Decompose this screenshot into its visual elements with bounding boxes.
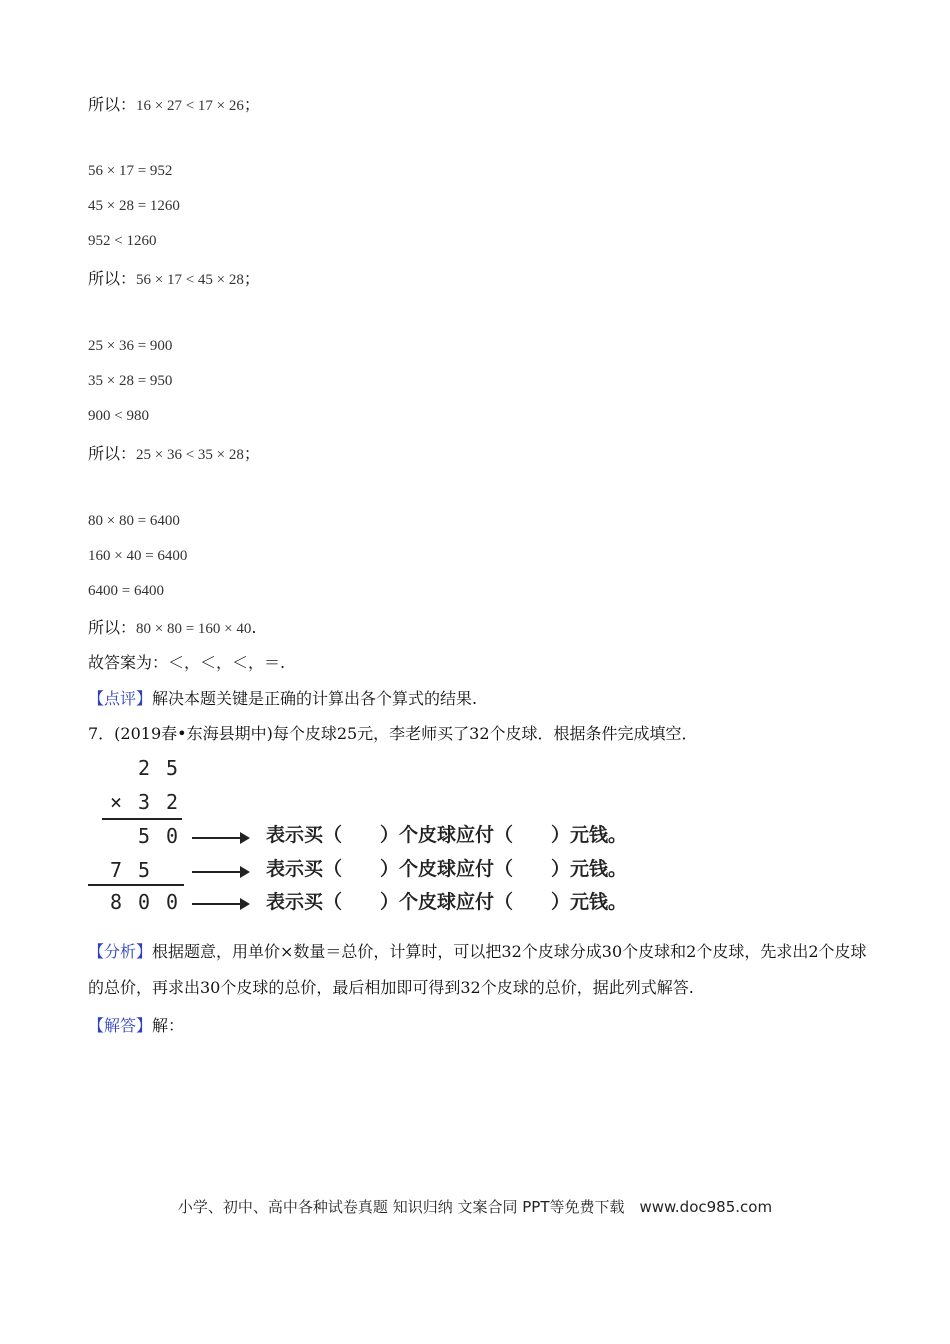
solution-tag: 【解答】 [88, 1016, 153, 1035]
digit: 5 [166, 756, 179, 780]
calc-line: 6400 = 6400 [88, 583, 164, 599]
conclusion-line-1 [88, 94, 260, 117]
calc-line: 80 × 80 = 6400 [88, 513, 180, 529]
blank-statement: 表示买（ ）个皮球应付（ ）元钱。 [266, 824, 628, 846]
calc-line: 25 × 36 = 900 [88, 338, 173, 354]
comment-tag: 【点评】 [88, 689, 153, 708]
digit: 0 [166, 890, 179, 914]
digit: 5 [138, 858, 151, 882]
arrow-icon [192, 837, 248, 839]
digit: 2 [138, 756, 151, 780]
calc-line: 952 < 1260 [88, 233, 157, 249]
conclusion-line-3 [88, 443, 260, 466]
punctuation: . [251, 618, 257, 637]
math-expression: 56 × 17 < 45 × 28 [136, 272, 244, 288]
blank-statement: 表示买（ ）个皮球应付（ ）元钱。 [266, 858, 628, 880]
blank-statement: 表示买（ ）个皮球应付（ ）元钱。 [266, 891, 628, 913]
punctuation: ； [243, 269, 260, 288]
digit: 8 [110, 890, 123, 914]
math-expression: 16 × 27 < 17 × 26 [136, 98, 244, 114]
analysis-tag: 【分析】 [88, 942, 153, 961]
question-text: 7．(2019春•东海县期中)每个皮球25元，李老师买了32个皮球．根据条件完成填空． [88, 724, 698, 743]
digit: 7 [110, 858, 123, 882]
result-rule [102, 818, 182, 820]
digit: 3 [138, 790, 151, 814]
analysis-text: 根据题意，用单价×数量＝总价，计算时，可以把32个皮球分成30个皮球和2个皮球，先求出2个皮球的总价，再求出30个皮球的总价，最后相加即可得到32个皮球的总价，据此列式解答. [88, 942, 867, 997]
times-sign: × [110, 790, 123, 814]
punctuation: ； [243, 95, 260, 114]
conclusion-label: 所以： [88, 269, 137, 288]
sum-rule [88, 884, 184, 886]
arrow-icon [192, 903, 248, 905]
conclusion-label: 所以： [88, 618, 137, 637]
calc-line: 45 × 28 = 1260 [88, 198, 180, 214]
conclusion-label: 所以： [88, 444, 137, 463]
digit: 2 [166, 790, 179, 814]
calc-line: 35 × 28 = 950 [88, 373, 173, 389]
math-expression: 80 × 80 = 160 × 40 [136, 621, 252, 637]
analysis-paragraph [88, 934, 868, 1006]
answer-line: 故答案为：＜，＜，＜，＝. [88, 653, 286, 672]
comment-line [88, 688, 477, 710]
multiplication-figure [88, 756, 648, 916]
conclusion-line-2 [88, 268, 260, 291]
math-expression: 25 × 36 < 35 × 28 [136, 447, 244, 463]
punctuation: ； [243, 444, 260, 463]
calc-line: 900 < 980 [88, 408, 149, 424]
conclusion-line-4 [88, 617, 257, 640]
page-footer: 小学、初中、高中各种试卷真题 知识归纳 文案合同 PPT等免费下载 www.doc985.com [177, 1198, 773, 1216]
digit: 5 [138, 824, 151, 848]
conclusion-label: 所以： [88, 95, 137, 114]
calc-line: 56 × 17 = 952 [88, 163, 173, 179]
arrow-icon [192, 871, 248, 873]
solution-line [88, 1015, 184, 1037]
digit: 0 [138, 890, 151, 914]
solution-text: 解： [152, 1016, 185, 1035]
comment-text: 解决本题关键是正确的计算出各个算式的结果. [152, 689, 478, 708]
calc-line: 160 × 40 = 6400 [88, 548, 188, 564]
digit: 0 [166, 824, 179, 848]
